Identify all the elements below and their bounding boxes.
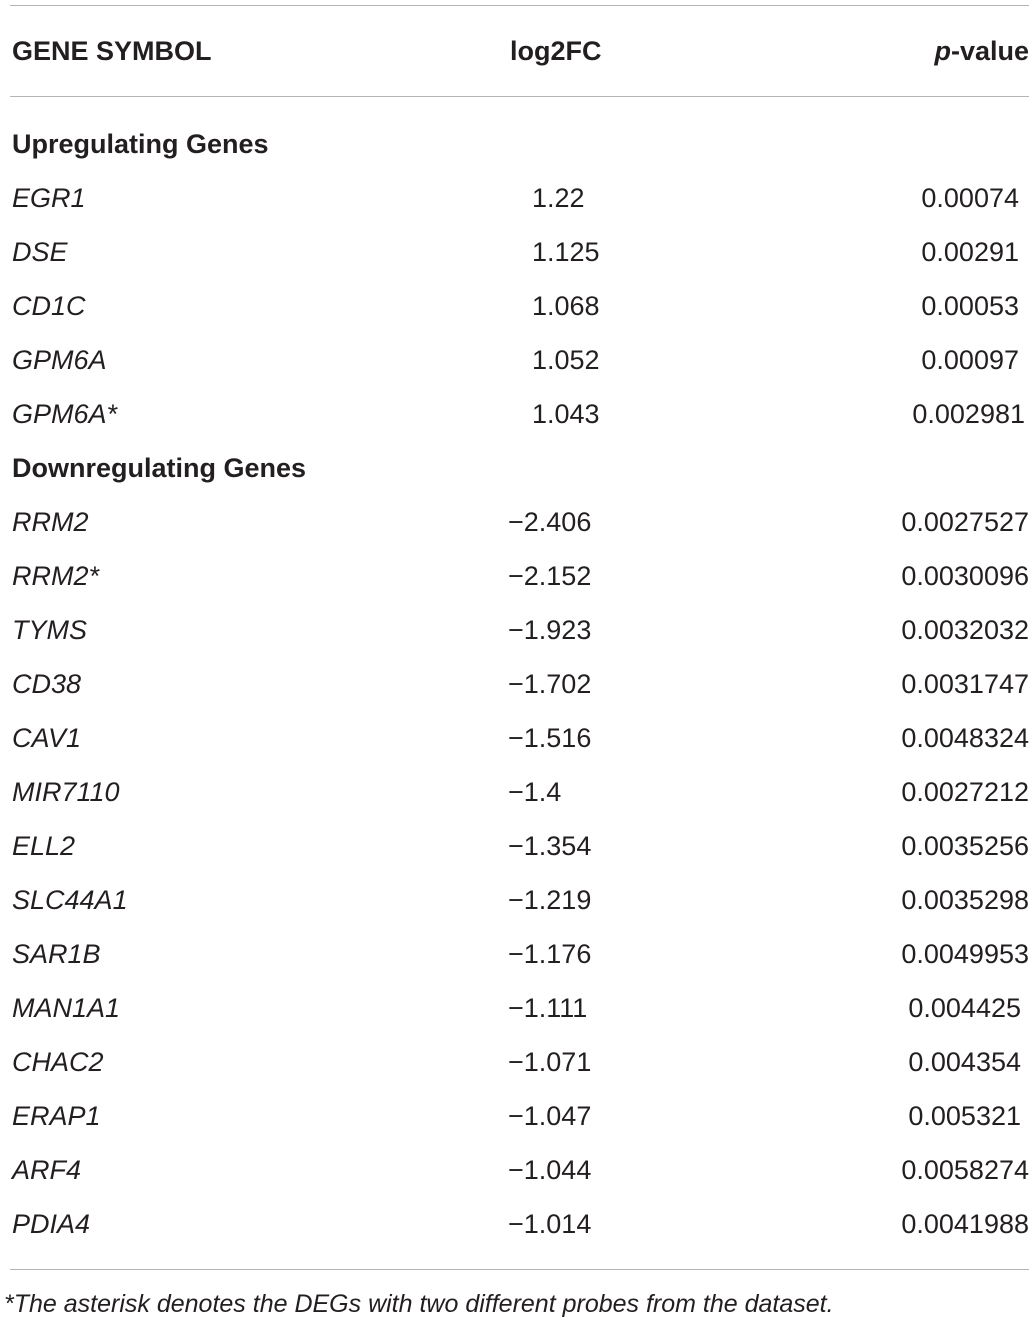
log2fc-cell: −1.702: [508, 669, 592, 699]
header-p-value: [829, 24, 1029, 78]
table-row: [0, 711, 1035, 765]
p-value-cell: 0.00291: [921, 237, 1019, 267]
table-row: [0, 765, 1035, 819]
log2fc-cell: 1.043: [532, 399, 600, 429]
section-row-downregulating: [0, 441, 1035, 495]
section-row-upregulating: [0, 117, 1035, 171]
gene-symbol-cell: RRM2: [12, 507, 89, 537]
table-row: [0, 873, 1035, 927]
log2fc-cell: −1.111: [508, 993, 588, 1023]
table-row: [0, 333, 1035, 387]
table-row: [0, 1197, 1035, 1251]
section-title-upregulating: Upregulating Genes: [12, 129, 269, 159]
table-row: [0, 495, 1035, 549]
header-log2fc: log2FC: [510, 36, 602, 66]
log2fc-cell: −1.516: [508, 723, 592, 753]
log2fc-cell: −1.071: [508, 1047, 592, 1077]
p-value-cell: 0.00097: [921, 345, 1019, 375]
p-value-cell: 0.0058274: [901, 1155, 1029, 1185]
section-title-downregulating: Downregulating Genes: [12, 453, 307, 483]
log2fc-cell: 1.125: [532, 237, 600, 267]
gene-symbol-cell: ERAP1: [12, 1101, 101, 1131]
gene-symbol-cell: DSE: [12, 237, 68, 267]
gene-symbol-cell: CAV1: [12, 723, 82, 753]
log2fc-cell: −1.014: [508, 1209, 592, 1239]
table-row: [0, 1089, 1035, 1143]
gene-symbol-cell: GPM6A*: [12, 399, 118, 429]
table-row: [0, 819, 1035, 873]
table-row: [0, 603, 1035, 657]
log2fc-cell: −1.923: [508, 615, 592, 645]
log2fc-cell: −2.406: [508, 507, 592, 537]
log2fc-cell: −1.219: [508, 885, 592, 915]
p-value-cell: 0.0035256: [901, 831, 1029, 861]
p-value-cell: 0.002981: [912, 399, 1025, 429]
p-value-cell: 0.005321: [908, 1101, 1021, 1131]
header-p-value-italic: p: [934, 36, 951, 66]
log2fc-cell: 1.22: [532, 183, 585, 213]
table-footnote: *The asterisk denotes the DEGs with two different probes from the dataset.: [4, 1290, 834, 1318]
table-row: [0, 549, 1035, 603]
gene-symbol-cell: ARF4: [12, 1155, 82, 1185]
p-value-cell: 0.0049953: [901, 939, 1029, 969]
p-value-cell: 0.00053: [921, 291, 1019, 321]
table-row: [0, 1035, 1035, 1089]
p-value-cell: 0.0035298: [901, 885, 1029, 915]
log2fc-cell: 1.068: [532, 291, 600, 321]
table-row: [0, 171, 1035, 225]
log2fc-cell: −2.152: [508, 561, 592, 591]
p-value-cell: 0.0032032: [901, 615, 1029, 645]
table-row: [0, 279, 1035, 333]
gene-symbol-cell: GPM6A: [12, 345, 107, 375]
table-header-row: [0, 24, 1035, 78]
p-value-cell: 0.0030096: [901, 561, 1029, 591]
p-value-cell: 0.004354: [908, 1047, 1021, 1077]
table-row: [0, 225, 1035, 279]
gene-symbol-cell: TYMS: [12, 615, 88, 645]
gene-symbol-cell: ELL2: [12, 831, 76, 861]
table-row: [0, 657, 1035, 711]
table-top-rule: [10, 5, 1029, 6]
log2fc-cell: −1.176: [508, 939, 592, 969]
gene-symbol-cell: MIR7110: [12, 777, 120, 807]
table-row: [0, 387, 1035, 441]
p-value-cell: 0.0027212: [901, 777, 1029, 807]
gene-symbol-cell: SAR1B: [12, 939, 101, 969]
log2fc-cell: 1.052: [532, 345, 600, 375]
gene-symbol-cell: CD1C: [12, 291, 86, 321]
gene-symbol-cell: EGR1: [12, 183, 86, 213]
table-row: [0, 1143, 1035, 1197]
log2fc-cell: −1.354: [508, 831, 592, 861]
log2fc-cell: −1.047: [508, 1101, 592, 1131]
gene-symbol-cell: MAN1A1: [12, 993, 121, 1023]
p-value-cell: 0.0048324: [901, 723, 1029, 753]
table-row: [0, 981, 1035, 1035]
table-row: [0, 927, 1035, 981]
p-value-cell: 0.004425: [908, 993, 1021, 1023]
p-value-cell: 0.00074: [921, 183, 1019, 213]
log2fc-cell: −1.4: [508, 777, 562, 807]
p-value-cell: 0.0027527: [901, 507, 1029, 537]
header-gene-symbol: GENE SYMBOL: [12, 36, 212, 66]
gene-symbol-cell: PDIA4: [12, 1209, 91, 1239]
gene-symbol-cell: CD38: [12, 669, 82, 699]
p-value-cell: 0.0031747: [901, 669, 1029, 699]
p-value-cell: 0.0041988: [901, 1209, 1029, 1239]
header-bottom-rule: [10, 96, 1029, 97]
header-p-value-rest: -value: [950, 36, 1029, 66]
gene-symbol-cell: RRM2*: [12, 561, 100, 591]
table-bottom-rule: [10, 1269, 1029, 1270]
gene-symbol-cell: CHAC2: [12, 1047, 104, 1077]
log2fc-cell: −1.044: [508, 1155, 592, 1185]
gene-symbol-cell: SLC44A1: [12, 885, 128, 915]
